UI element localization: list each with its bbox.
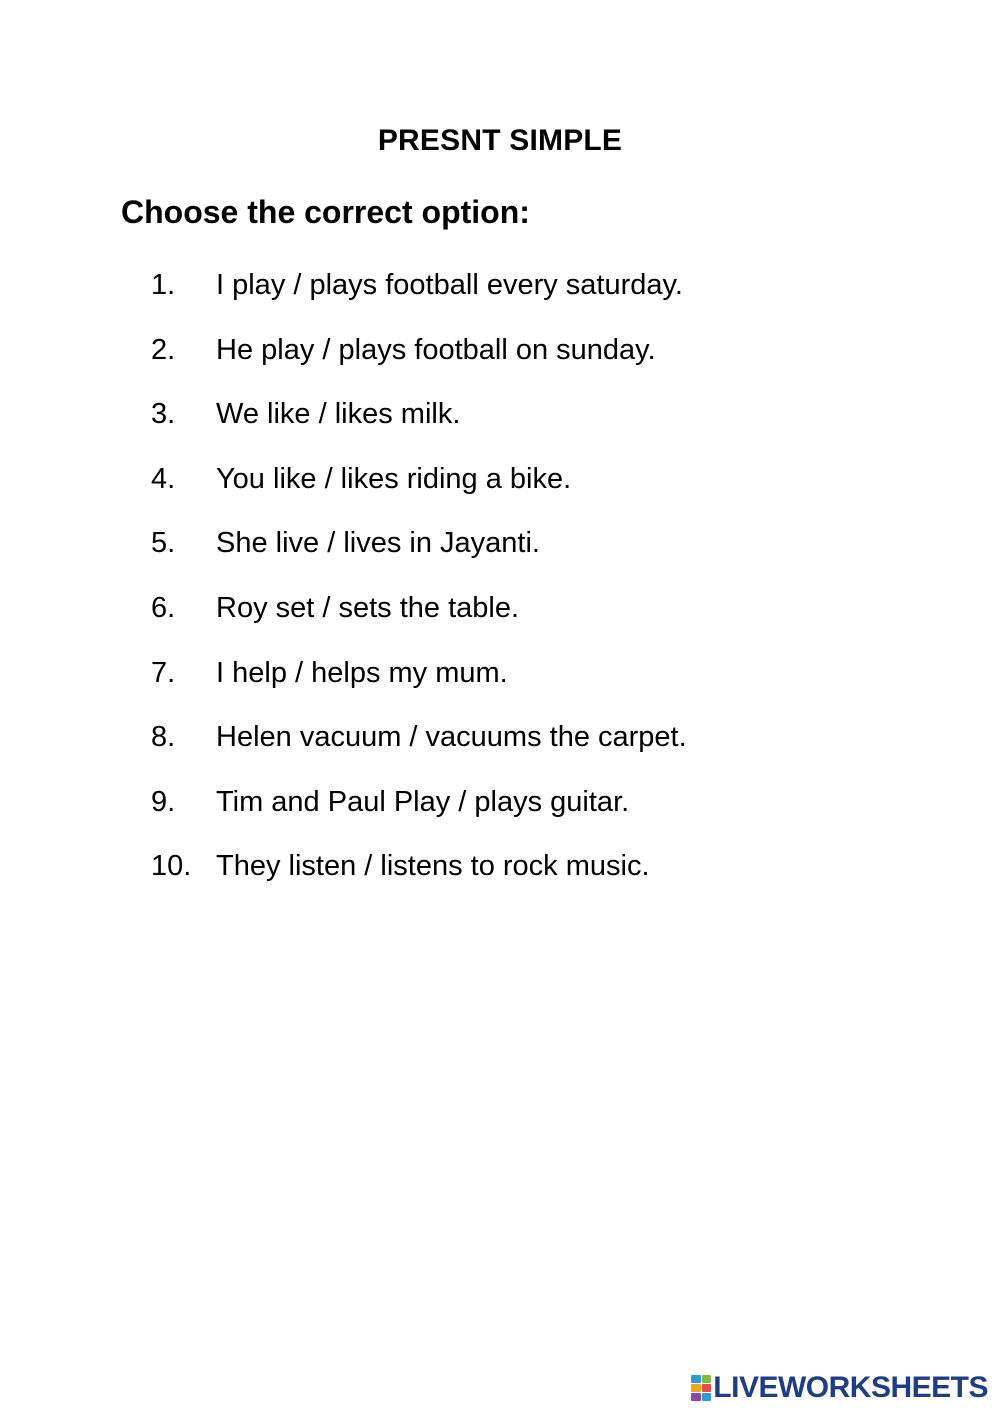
question-text[interactable]: She live / lives in Jayanti. <box>216 527 540 560</box>
question-text[interactable]: They listen / listens to rock music. <box>216 850 650 883</box>
question-number: 8. <box>151 721 176 754</box>
worksheet-title: PRESNT SIMPLE <box>377 124 623 157</box>
question-number: 2. <box>151 333 176 366</box>
question-text[interactable]: We like / likes milk. <box>216 398 461 431</box>
question-number: 10. <box>151 850 192 883</box>
question-number: 9. <box>151 785 176 818</box>
question-text[interactable]: Roy set / sets the table. <box>216 591 520 624</box>
question-text[interactable]: He play / plays football on sunday. <box>216 333 656 366</box>
liveworksheets-logo-icon <box>691 1375 711 1401</box>
question-number: 4. <box>151 462 176 495</box>
question-number: 1. <box>151 269 176 301</box>
question-text[interactable]: You like / likes riding a bike. <box>216 462 572 495</box>
question-number: 5. <box>151 527 176 560</box>
question-text[interactable]: Helen vacuum / vacuums the carpet. <box>216 721 687 754</box>
liveworksheets-logo <box>691 1372 988 1404</box>
question-text[interactable]: I help / helps my mum. <box>216 656 508 689</box>
question-number: 3. <box>151 398 176 431</box>
logo-text: LIVEWORKSHEETS <box>713 1371 988 1404</box>
question-text[interactable]: Tim and Paul Play / plays guitar. <box>216 785 630 818</box>
question-number: 7. <box>151 656 176 689</box>
instruction-heading: Choose the correct option: <box>121 194 530 230</box>
question-text[interactable]: I play / plays football every saturday. <box>216 269 683 301</box>
question-number: 6. <box>151 591 176 624</box>
